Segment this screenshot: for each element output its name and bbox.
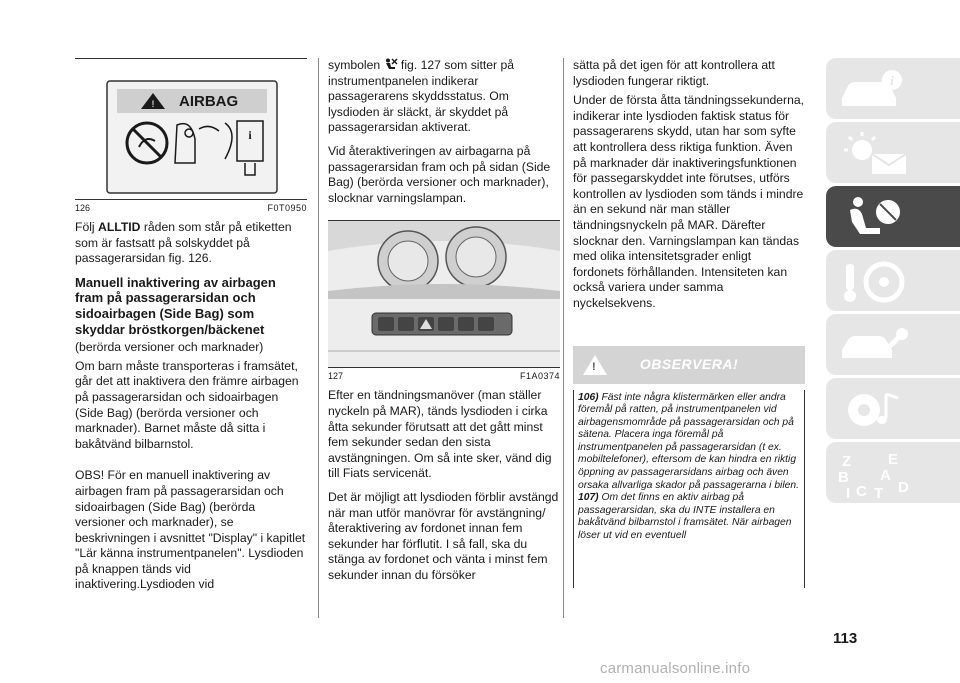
svg-text:!: ! <box>151 99 155 109</box>
svg-text:E: E <box>888 451 899 468</box>
passenger-airbag-off-icon <box>384 58 398 71</box>
note-106: 106) Fäst inte några klistermärken eller andra föremål på ratten, på instrumentpanelen vid airbagensmområde på passagerarsidan och på sätena. Placera inga föremål på instrumentpanelen på passagerarsidan (t ex. mobiltelefoner), eftersom de kan hindra en riktig öppning av passagerarsidans airbag och även orsaka allvarliga skador på passagerarna i bilen. <box>578 391 799 491</box>
column-divider <box>318 58 319 618</box>
column-2 <box>328 58 560 591</box>
tab-index[interactable] <box>826 442 960 503</box>
paragraph: Följ ALLTID råden som står på etiketten som är fastsatt på solskyddet på passagerarsidan fig. 126. <box>75 220 292 266</box>
svg-text:A: A <box>880 467 891 484</box>
section-heading: Manuell inaktivering av airbagen fram på passagerarsidan och sidoairbagen (Side Bag) som skyddar bröstkorgen/bäckenet <box>75 274 276 337</box>
paragraph: Det är möjligt att lysdioden förblir avstängd när man utför manövrar för avstängning/återaktivering av fordonet innan fem sekunder har förflutit. I så fall, ska du stänga av fordonet och vänta i minst fem sekunder innan du försöker <box>328 489 559 582</box>
figure-127 <box>328 220 560 368</box>
figure-126-caption <box>75 202 307 214</box>
airbag-label-illustration <box>75 59 307 199</box>
figure-code: F0T0950 <box>267 203 307 213</box>
seat-airbag-icon <box>836 192 916 242</box>
svg-text:C: C <box>856 483 867 500</box>
svg-text:i: i <box>248 128 252 142</box>
column-divider <box>563 58 564 618</box>
figure-126 <box>75 58 307 200</box>
figure-code: F1A0374 <box>519 371 560 382</box>
paragraph: Om barn måste transporteras i framsätet, går det att inaktivera den främre airbagen på passagerarsidan och sidoairbagen (Side Bag) (berörda versioner och marknader). Barnet måste då sitta i bakåtvänd bilbarnstol. <box>75 358 299 451</box>
svg-text:Z: Z <box>842 453 852 470</box>
paragraph: OBS! För en manuell inaktivering av airbagen fram på passagerarsidan och sidoairbagen (Side Bag) (berörda versioner och marknader), se beskrivningen i avsnittet "Display" i kapitlet "Lär känna instrumentpanelen". Lysdioden på knappen tänds vid inaktivering.Lysdioden vid <box>75 468 306 592</box>
figure-number: 126 <box>75 203 91 213</box>
svg-text:T: T <box>874 485 884 500</box>
paragraph: Vid återaktiveringen av airbagarna på passagerarsidan fram och på sidan (Side Bag) (berörda versioner och marknader), slocknar varningslampan. <box>328 143 551 205</box>
page-number: 113 <box>833 630 858 647</box>
watermark: carmanualsonline.info <box>600 660 751 677</box>
chapter-sidebar <box>826 58 960 506</box>
car-info-icon <box>836 64 916 114</box>
tab-emergency[interactable] <box>826 314 960 375</box>
column-3 <box>573 58 805 588</box>
paragraph: Efter en tändningsmanöver (man ställer nyckeln på MAR), tänds lysdioden i cirka åtta sekunder förutsatt att det gått minst fem sekunder sedan den sista avstängningen. Om så inte sker, vänd dig till Fiats servicenät. <box>328 388 552 481</box>
car-wrench-icon <box>836 320 916 370</box>
paragraph: symbolen fig. 127 som sitter på instrumentpanelen indikerar passagerarens skyddsstatus. Om lysdioden är släckt, är skyddet på passagerarsidan aktiverat. <box>328 58 515 135</box>
light-envelope-icon <box>836 128 916 178</box>
tab-maintenance-multimedia[interactable] <box>826 378 960 439</box>
svg-text:B: B <box>838 469 849 486</box>
note-107: 107) Om det finns en aktiv airbag på passagerarsidan, ska du INTE installera en bakåtvänd bilbarnstol i framsätet. När airbagen löser ut vid en eventuell <box>578 492 792 542</box>
svg-text:I: I <box>846 485 851 500</box>
svg-text:D: D <box>898 479 909 496</box>
tab-safety[interactable] <box>826 186 960 247</box>
svg-text:i: i <box>890 73 894 88</box>
column-1 <box>75 58 307 601</box>
airbag-label-text: AIRBAG <box>179 93 239 110</box>
note-body <box>573 390 805 588</box>
tab-car-info[interactable] <box>826 58 960 119</box>
paragraph: sätta på det igen för att kontrollera att lysdioden fungerar riktigt. <box>573 58 775 88</box>
figure-127-caption <box>328 370 560 382</box>
gear-music-icon <box>836 384 916 434</box>
dashboard-controls-illustration <box>328 221 560 367</box>
note-title: OBSERVERA! <box>639 355 739 372</box>
tab-lights-messages[interactable] <box>826 122 960 183</box>
tab-starting-driving[interactable] <box>826 250 960 311</box>
alphabet-index-icon <box>836 448 936 500</box>
figure-number: 127 <box>328 371 344 382</box>
steering-wheel-key-icon <box>836 256 916 306</box>
note-header <box>573 346 805 384</box>
paragraph: Under de första åtta tändningssekunderna, indikerar inte lysdioden faktisk status för passagerarens skydd, utan har som syfte att kontrollera dess riktiga funktion. Även på marknader där inaktiveringsfunktionen för passegarskyddet inte förutses, utförs kontrollen av lysdioden som tänds i mindre än en sekund när man ställer tändningsnyckeln på MAR. Därefter slocknar den. Varningslampan kan tändas med olika intensitetsgrader enligt fordonets förhållanden. Intensiteten kan också variera under samma nyckelsekvens. <box>573 93 805 310</box>
paragraph: (berörda versioner och marknader) <box>75 340 264 355</box>
